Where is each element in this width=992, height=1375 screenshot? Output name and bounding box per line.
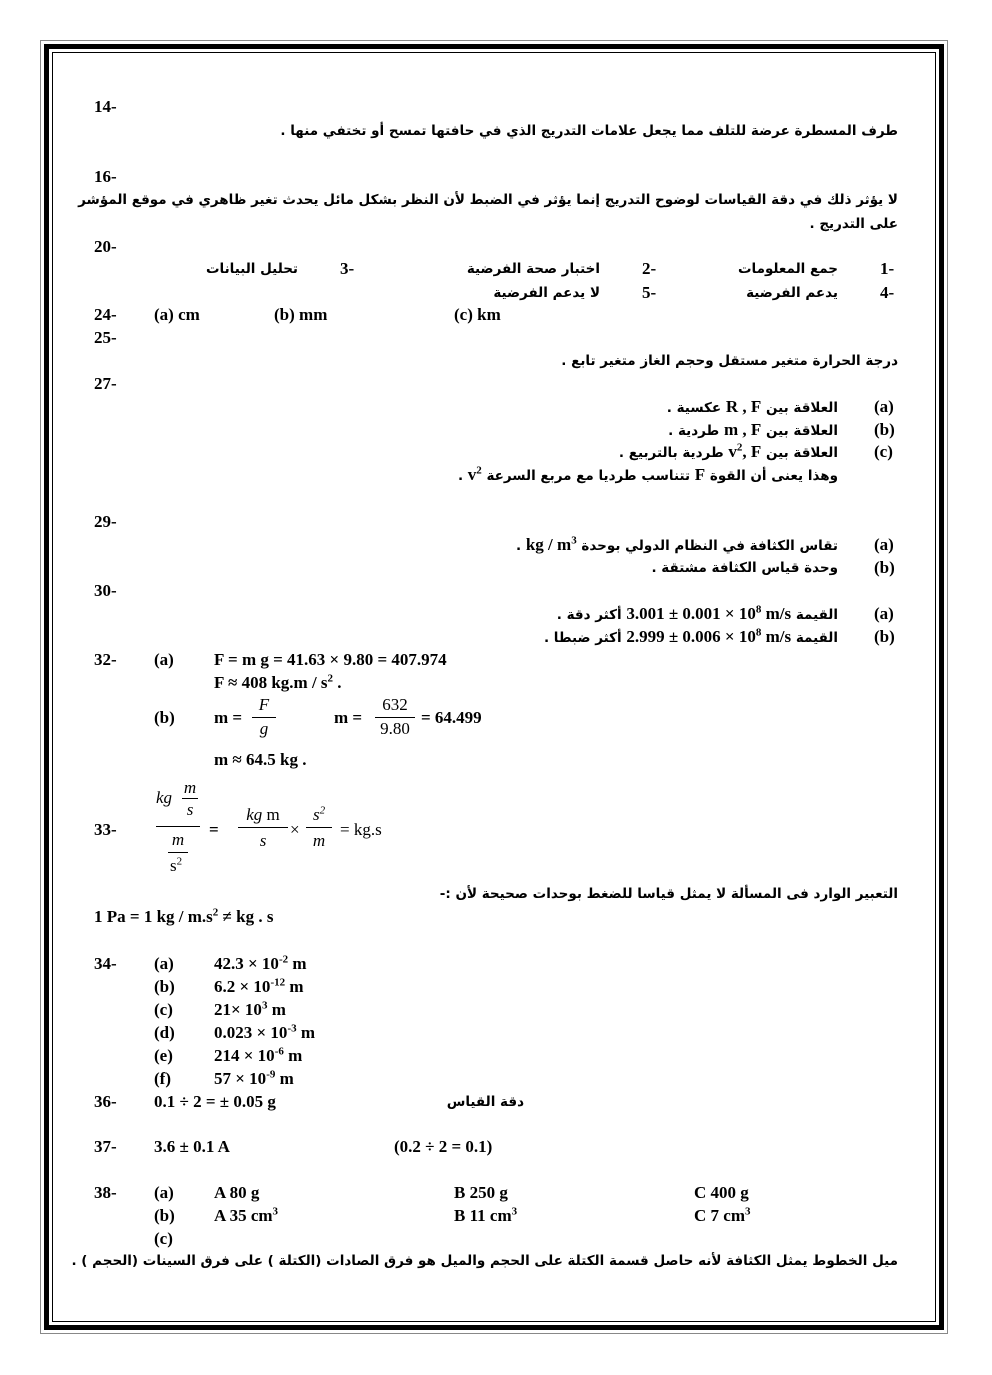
- q27-c-label: (c): [874, 442, 893, 461]
- q37-number: 37-: [94, 1137, 117, 1156]
- q33-formula: 1 Pa = 1 kg / $m.s^2$ ≠ kg . s: [94, 906, 274, 926]
- inner-fraction-bar-2: [168, 852, 188, 853]
- q38-b-C: C 7 $cm^3$: [694, 1205, 751, 1225]
- q24-c: (c) km: [454, 305, 501, 324]
- q36-arabic-label: دقة القياس: [446, 1094, 524, 1110]
- q32-a-label: (a): [154, 650, 174, 669]
- q33-s-den: s: [259, 831, 267, 850]
- q38-a-label: (a): [154, 1183, 174, 1202]
- q20-item2-number: 2-: [642, 259, 657, 278]
- q34-f-label: (f): [154, 1069, 171, 1088]
- q33-m-den: m: [312, 831, 326, 850]
- q38-number: 38-: [94, 1183, 117, 1202]
- q20-item2-text: اختبار صحة الفرضية: [466, 261, 600, 277]
- fraction-bar: [252, 717, 276, 718]
- q33-number: 33-: [94, 820, 117, 839]
- q37-note: (0.2 ÷ 2 = 0.1): [394, 1137, 493, 1156]
- q20-item4-text: يدعم الفرضية: [746, 285, 838, 301]
- q34-e-value: $214 \times 10^{-6}$ m: [214, 1045, 303, 1065]
- main-fraction-bar: [156, 826, 200, 827]
- q30-b-text: القيمة $2.999 \pm 0.006 \times 10^8$ m/s أكثر ضبطا .: [543, 626, 838, 646]
- q29-b-label: (b): [874, 558, 895, 577]
- q34-b-value: $6.2 \times 10^{-12}$ m: [214, 976, 304, 996]
- q32-a-line2: F ≈ 408 $kg.m / s^2$ .: [214, 672, 342, 692]
- q27-note: وهذا يعنى أن القوة F تتناسب طرديا مع مربع السرعة $v^2$ .: [457, 464, 838, 484]
- q20-number: 20-: [94, 237, 117, 256]
- q34-d-value: $0.023 \times 10^{-3}$ m: [214, 1022, 316, 1042]
- q36-answer: 0.1 ÷ 2 = ± 0.05 g: [154, 1092, 276, 1111]
- q34-c-value: $21\times 10^3$ m: [214, 999, 286, 1019]
- q14-number: 14-: [94, 97, 117, 116]
- q38-b-B: B 11 $cm^3$: [454, 1205, 518, 1225]
- q33-inner-m: m: [183, 778, 197, 797]
- q34-a-label: (a): [154, 954, 174, 973]
- q32-fraction-632-over-980: [375, 695, 415, 743]
- q29-a-text: تقاس الكثافة في النظام الدولي بوحدة kg / $m^3$ .: [516, 534, 838, 554]
- q27-a-text: العلاقة بين R , F عكسية .: [666, 397, 838, 416]
- fraction-bar: [375, 717, 415, 718]
- q24-b: (b) mm: [274, 305, 328, 324]
- q33-equals: =: [209, 820, 219, 839]
- q32-g-denominator: g: [259, 719, 269, 738]
- fraction-bar: [238, 827, 288, 828]
- q30-b-label: (b): [874, 627, 895, 646]
- q27-number: 27-: [94, 374, 117, 393]
- q32-b-m2: m =: [334, 708, 363, 727]
- q32-number: 32-: [94, 650, 117, 669]
- q38-a-B: B 250 g: [454, 1183, 508, 1202]
- q38-a-C: C 400 g: [694, 1183, 749, 1202]
- q33-fraction-kg-m-over-s: [238, 805, 288, 853]
- q16-number: 16-: [94, 167, 117, 186]
- q38-c-label: (c): [154, 1229, 173, 1248]
- q27-c-text: العلاقة بين $v^2$, F طردية بالتربيع .: [618, 441, 838, 461]
- q29-a-label: (a): [874, 535, 894, 554]
- q32-fraction-f-over-g: [252, 695, 276, 743]
- q38-b-label: (b): [154, 1206, 175, 1225]
- q34-c-label: (c): [154, 1000, 173, 1019]
- q27-a-label: (a): [874, 397, 894, 416]
- page-border-inner: [52, 52, 936, 1322]
- q16-answer-line2: على التدريج .: [809, 216, 898, 232]
- q32-a-line1: F = m g = 41.63 × 9.80 = 407.974: [214, 650, 447, 669]
- inner-fraction-bar: [182, 798, 198, 799]
- q20-item3-text: تحليل البيانات: [205, 261, 298, 277]
- q20-item4-number: 4-: [880, 283, 895, 302]
- q34-number: 34-: [94, 954, 117, 973]
- q32-b-label: (b): [154, 708, 175, 727]
- q20-item5-text: لا يدعم الفرضية: [493, 285, 600, 301]
- q27-b-text: العلاقة بين m , F طردية .: [668, 420, 838, 439]
- q30-a-label: (a): [874, 604, 894, 623]
- q32-b-m1: m =: [214, 708, 243, 727]
- q33-times: ×: [290, 820, 300, 839]
- q20-item1-text: جمع المعلومات: [737, 261, 838, 277]
- q16-answer-line1: لا يؤثر ذلك في دقة القياسات لوضوح التدريج إنما يؤثر في الضبط لأن النظر بشكل مائل يحدث تغير ظاهري في موقع المؤشر: [78, 192, 898, 208]
- q25-number: 25-: [94, 328, 117, 347]
- q32-f-numerator: F: [258, 695, 270, 714]
- q27-b-label: (b): [874, 420, 895, 439]
- q29-b-text: وحدة قياس الكثافة مشتقة .: [651, 560, 838, 576]
- q33-result: = kg.s: [340, 820, 382, 839]
- q32-numerator: 632: [382, 695, 408, 714]
- q34-e-label: (e): [154, 1046, 173, 1065]
- q32-b-result: = 64.499: [421, 708, 482, 727]
- q20-item3-number: 3-: [340, 259, 355, 278]
- q20-item5-number: 5-: [642, 283, 657, 302]
- q38-a-A: A 80 g: [214, 1183, 260, 1202]
- q33-inner-s: s: [186, 800, 194, 819]
- q34-a-value: $42.3 \times 10^{-2}$ m: [214, 953, 307, 973]
- q33-s2-num: $s^2$: [312, 804, 326, 824]
- q14-answer: طرف المسطرة عرضة للتلف مما يجعل علامات التدريج الذي في حافتها تمسح أو تختفي منها .: [280, 123, 898, 139]
- q25-answer: درجة الحرارة متغير مستقل وحجم الغاز متغير تابع .: [561, 353, 898, 369]
- q24-a: (a) cm: [154, 305, 200, 324]
- q37-answer: 3.6 ± 0.1 A: [154, 1137, 230, 1156]
- q20-item1-number: 1-: [880, 259, 895, 278]
- q34-f-value: $57 \times 10^{-9}$ m: [214, 1068, 294, 1088]
- q30-number: 30-: [94, 581, 117, 600]
- q24-number: 24-: [94, 305, 117, 324]
- q34-b-label: (b): [154, 977, 175, 996]
- q38-c-answer: ميل الخطوط يمثل الكثافة لأنه حاصل قسمة الكتلة على الحجم والميل هو فرق الصادات (الكتلة ) على فرق السينات (الحجم ) .: [71, 1253, 898, 1269]
- q36-number: 36-: [94, 1092, 117, 1111]
- q30-a-text: القيمة $3.001 \pm 0.001 \times 10^8$ m/s أكثر دقة .: [556, 603, 838, 623]
- q32-b-final: m ≈ 64.5 kg .: [214, 750, 307, 769]
- q33-explanation: التعبير الوارد فى المسألة لا يمثل قياسا للضغط بوحدات صحيحة لأن :-: [439, 886, 898, 902]
- q29-number: 29-: [94, 512, 117, 531]
- q34-d-label: (d): [154, 1023, 175, 1042]
- q33-den-m: m: [171, 830, 185, 849]
- q33-compound-fraction: [152, 778, 204, 880]
- q33-fraction-s2-over-m: [306, 805, 332, 853]
- q38-b-A: A 35 $cm^3$: [214, 1205, 279, 1225]
- q33-den-s2: $s^2$: [170, 855, 183, 875]
- q33-kg: kg: [156, 788, 173, 807]
- q33-kg-m: kg m: [246, 805, 280, 824]
- q32-denominator: 9.80: [380, 719, 410, 738]
- fraction-bar: [306, 827, 332, 828]
